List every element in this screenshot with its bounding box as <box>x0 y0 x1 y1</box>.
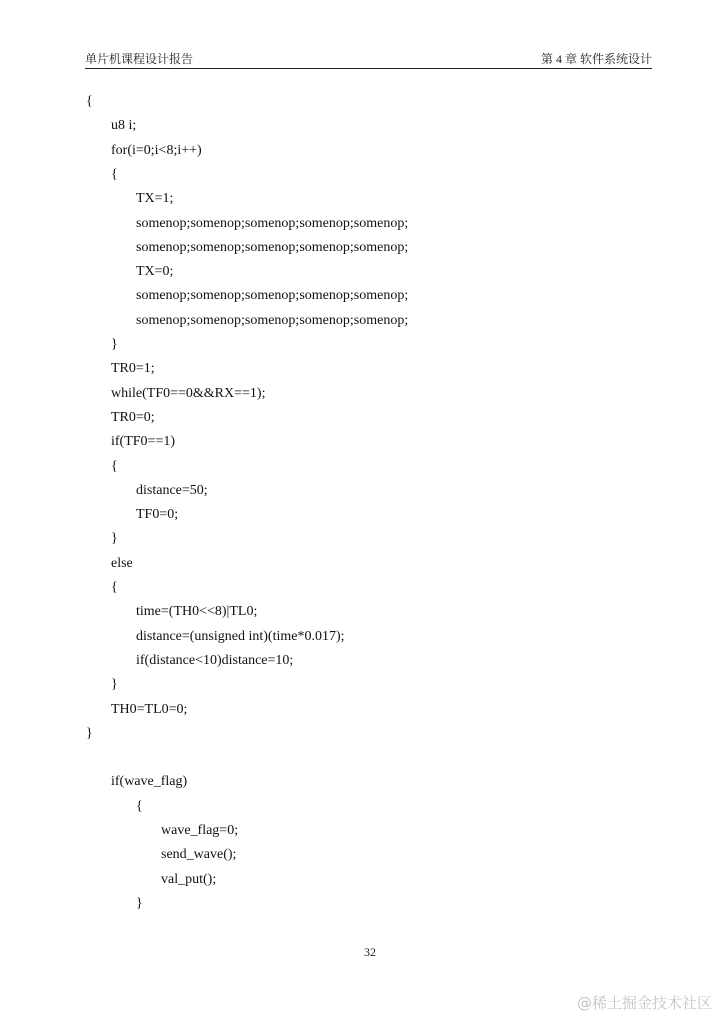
header-divider <box>85 68 652 69</box>
code-line: { <box>111 167 118 182</box>
code-line: { <box>111 459 118 474</box>
code-line: } <box>111 337 118 352</box>
code-line: somenop;somenop;somenop;somenop;somenop; <box>136 288 409 303</box>
code-line: } <box>136 896 143 911</box>
code-line: TR0=0; <box>111 410 155 425</box>
header-report-title: 单片机课程设计报告 <box>85 52 194 66</box>
code-line: while(TF0==0&&RX==1); <box>111 386 266 401</box>
code-line: TR0=1; <box>111 361 155 376</box>
code-line: } <box>86 726 93 741</box>
code-line: send_wave(); <box>161 847 237 862</box>
header-chapter-title: 第 4 章 软件系统设计 <box>540 52 652 66</box>
code-line: TH0=TL0=0; <box>111 702 188 717</box>
code-line: if(TF0==1) <box>111 434 176 449</box>
code-line: distance=(unsigned int)(time*0.017); <box>136 629 345 644</box>
code-line: u8 i; <box>111 118 137 133</box>
code-line: wave_flag=0; <box>161 823 239 838</box>
code-line: for(i=0;i<8;i++) <box>111 143 202 158</box>
watermark: @稀土掘金技术社区 <box>576 994 712 1012</box>
code-line: TF0=0; <box>136 507 179 522</box>
code-line: { <box>111 580 118 595</box>
code-line: somenop;somenop;somenop;somenop;somenop; <box>136 313 409 328</box>
code-line: distance=50; <box>136 483 208 498</box>
code-line: TX=0; <box>136 264 174 279</box>
code-line: } <box>111 531 118 546</box>
code-line: TX=1; <box>136 191 174 206</box>
code-line: { <box>86 94 93 109</box>
code-line: somenop;somenop;somenop;somenop;somenop; <box>136 216 409 231</box>
code-line: if(distance<10)distance=10; <box>136 653 294 668</box>
code-line: if(wave_flag) <box>111 774 188 789</box>
page-number: 32 <box>364 945 376 959</box>
code-line: else <box>111 556 133 571</box>
code-line: somenop;somenop;somenop;somenop;somenop; <box>136 240 409 255</box>
code-line: } <box>111 677 118 692</box>
code-line: time=(TH0<<8)|TL0; <box>136 604 258 619</box>
code-line: { <box>136 799 143 814</box>
code-line: val_put(); <box>161 872 217 887</box>
page-header <box>85 50 652 68</box>
